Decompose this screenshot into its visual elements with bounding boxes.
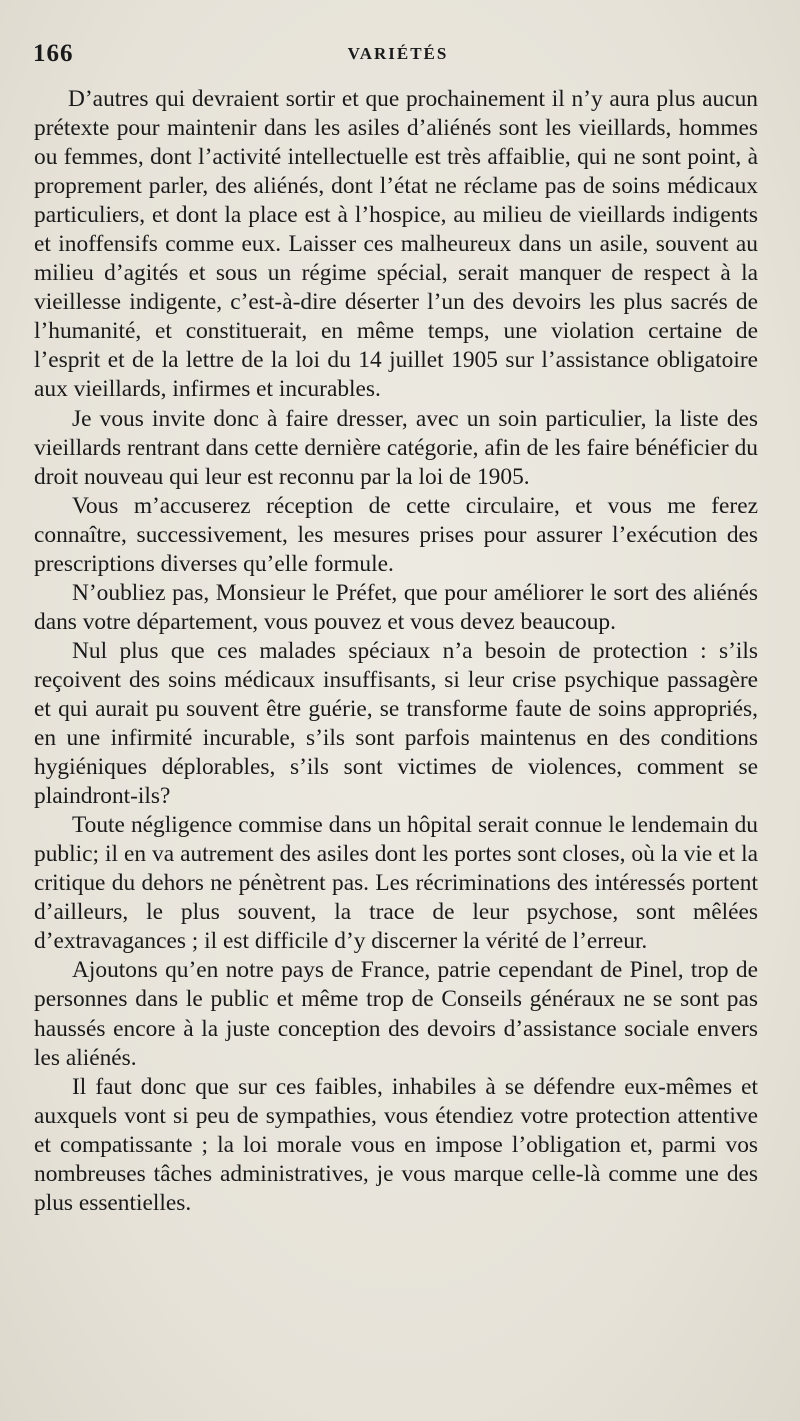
running-head: VARIÉTÉS — [347, 44, 449, 63]
page-header — [33, 36, 763, 76]
paragraph-5: Nul plus que ces malades spéciaux n’a besoin de protection : s’ils reçoivent des soins médicaux insuffisants, si leur crise psychique passagère et qui aurait pu souvent être guérie, se transforme faute de soins appropriés, en une infirmité incurable, s’ils sont parfois maintenus en des conditions hygiéniques déplorables, s’ils sont victimes de violences, comment se plaindront-ils? — [34, 637, 758, 810]
paragraph-2: Je vous invite donc à faire dresser, avec un soin particulier, la liste des vieillards rentrant dans cette dernière catégorie, afin de les faire bénéficier du droit nouveau qui leur est reconnu par la loi de 1905. — [34, 405, 758, 490]
paragraph-8: Il faut donc que sur ces faibles, inhabiles à se défendre eux-mêmes et auxquels vont si peu de sympathies, vous étendiez votre protection attentive et compatissante ; la loi morale vous en impose l’obligation et, parmi vos nombreuses tâches administratives, je vous marque celle-là comme une des plus essentielles. — [34, 1073, 758, 1216]
paragraph-6: Toute négligence commise dans un hôpital serait connue le lendemain du public; il en va autrement des asiles dont les portes sont closes, où la vie et la critique du dehors ne pénètrent pas. Les récriminations des intéressés portent d’ailleurs, le plus souvent, la trace de leur psychose, sont mêlées d’extravagances ; il est difficile d’y discerner la vérité de l’erreur. — [34, 812, 758, 955]
paragraph-1: D’autres qui devraient sortir et que prochainement il n’y aura plus aucun prétexte pour maintenir dans les asiles d’aliénés sont les vieillards, hommes ou femmes, dont l’activité intellectuelle est très affaiblie, qui ne sont point, à proprement parler, des aliénés, dont l’état ne réclame pas de soins médicaux particuliers, et dont la place est à l’hospice, au milieu de vieillards indigents et inoffensifs comme eux. Laisser ces malheureux dans un asile, souvent au milieu d’agités et sous un régime spécial, serait manquer de respect à la vieillesse indigente, c’est-à-dire déserter l’un des devoirs les plus sacrés de l’humanité, et constituerait, en même temps, une violation certaine de l’esprit et de la lettre de la loi du 14 juillet 1905 sur l’assistance obligatoire aux vieillards, infirmes et incurables. — [34, 86, 758, 403]
paragraph-3: Vous m’accuserez réception de cette circulaire, et vous me ferez connaître, successivement, les mesures prises pour assurer l’exécution des prescriptions diverses qu’elle formule. — [34, 492, 758, 577]
page-number: 166 — [33, 40, 74, 67]
paragraph-4: N’oubliez pas, Monsieur le Préfet, que pour améliorer le sort des aliénés dans votre département, vous pouvez et vous devez beaucoup. — [34, 579, 758, 635]
body-text — [34, 85, 758, 1218]
paragraph-7: Ajoutons qu’en notre pays de France, patrie cependant de Pinel, trop de personnes dans le public et même trop de Conseils généraux ne se sont pas haussés encore à la juste conception des devoirs d’assistance sociale envers les aliénés. — [34, 957, 758, 1071]
